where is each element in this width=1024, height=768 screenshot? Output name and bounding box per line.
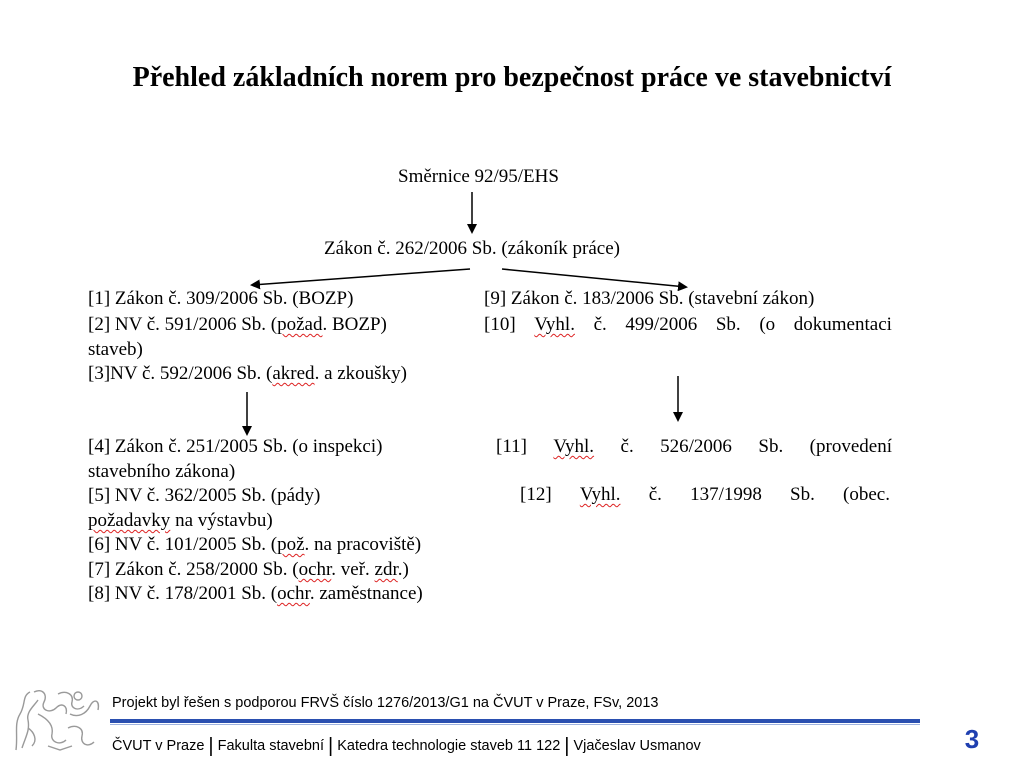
footer-org-faculty: Fakulta stavební xyxy=(217,738,325,754)
law-line-10-w1: Vyhl. xyxy=(534,314,575,335)
law-line-12 xyxy=(520,484,890,506)
law-line-10-w4: Sb. xyxy=(715,314,741,335)
law-line-6 xyxy=(88,534,421,556)
footer-org-department: Katedra technologie staveb 11 122 xyxy=(337,738,561,754)
law-line-10-w0: [10] xyxy=(484,314,516,335)
law-line-2-prefix: [2] NV č. 591/2006 Sb. ( xyxy=(88,314,278,335)
law-line-3 xyxy=(88,363,407,385)
law-line-12-w5: (obec. xyxy=(843,484,890,505)
law-line-6-prefix: [6] NV č. 101/2005 Sb. ( xyxy=(88,534,278,555)
law-line-4: [4] Zákon č. 251/2005 Sb. (o inspekci) xyxy=(88,436,383,457)
law-line-2-abbr: požad xyxy=(277,314,323,335)
law-line-7-mid: . veř. xyxy=(331,559,375,580)
law-line-7-abbr1: ochr xyxy=(298,559,332,580)
arrow-law-to-left xyxy=(252,269,470,285)
law-line-9: [9] Zákon č. 183/2006 Sb. (stavební zákon) xyxy=(484,288,815,309)
law-line-5-suffix: na výstavbu) xyxy=(170,510,273,531)
law-line-10-w3: 499/2006 xyxy=(625,314,698,335)
law-line-6-abbr: pož xyxy=(277,534,305,555)
law-line-11-w3: 526/2006 xyxy=(660,436,732,457)
footer-author: Vjačeslav Usmanov xyxy=(573,738,701,754)
labor-code-node: Zákon č. 262/2006 Sb. (zákoník práce) xyxy=(324,238,620,259)
law-line-8-prefix: [8] NV č. 178/2001 Sb. ( xyxy=(88,583,278,604)
law-line-11-w0: [11] xyxy=(496,436,527,457)
arrow-law-to-right xyxy=(502,269,686,287)
footer-org-university: ČVUT v Praze xyxy=(112,738,205,754)
law-line-2-suffix: . BOZP) xyxy=(322,314,387,335)
law-line-10 xyxy=(484,314,892,336)
law-line-6-suffix: . na pracoviště) xyxy=(304,534,422,555)
law-line-11-w5: (provedení xyxy=(809,436,892,457)
law-line-12-w3: 137/1998 xyxy=(690,484,762,505)
footer-info xyxy=(112,735,701,758)
footer-separator: | xyxy=(564,735,570,757)
law-line-12-w0: [12] xyxy=(520,484,552,505)
footer-separator: | xyxy=(208,735,214,757)
law-line-12-w1: Vyhl. xyxy=(579,484,621,505)
footer-divider xyxy=(110,719,920,723)
law-line-1: [1] Zákon č. 309/2006 Sb. (BOZP) xyxy=(88,288,354,309)
law-line-7-prefix: [7] Zákon č. 258/2000 Sb. ( xyxy=(88,559,299,580)
law-line-4-cont: stavebního zákona) xyxy=(88,461,236,482)
slide-title: Přehled základních norem pro bezpečnost práce ve stavebnictví xyxy=(132,62,892,93)
law-line-7 xyxy=(88,559,409,581)
law-line-5-cont xyxy=(88,510,273,532)
page-number: 3 xyxy=(964,724,980,754)
root-directive: Směrnice 92/95/EHS xyxy=(398,166,559,187)
law-line-10-w6: dokumentaci xyxy=(793,314,892,335)
law-line-12-w2: č. xyxy=(648,484,662,505)
law-line-10-w5: (o xyxy=(759,314,776,335)
law-line-3-suffix: . a zkoušky) xyxy=(314,363,407,384)
ctu-lion-logo-icon xyxy=(8,684,104,756)
law-line-5: [5] NV č. 362/2005 Sb. (pády) xyxy=(88,485,321,506)
law-line-2 xyxy=(88,314,387,336)
law-line-7-suffix: .) xyxy=(397,559,409,580)
law-line-5-abbr: požadavky xyxy=(88,510,171,531)
law-line-11-w4: Sb. xyxy=(758,436,784,457)
law-line-12-w4: Sb. xyxy=(790,484,815,505)
footer-separator: | xyxy=(328,735,334,757)
law-line-8-abbr: ochr xyxy=(277,583,310,604)
law-line-3-abbr: akred xyxy=(272,363,315,384)
law-line-8-suffix: . zaměstnance) xyxy=(309,583,423,604)
law-line-8 xyxy=(88,583,423,605)
law-line-7-abbr2: zdr xyxy=(374,559,398,580)
law-line-10-w2: č. xyxy=(593,314,607,335)
footer-project-note: Projekt byl řešen s podporou FRVŠ číslo 1276/2013/G1 na ČVUT v Praze, FSv, 2013 xyxy=(112,695,659,711)
law-line-11-w1: Vyhl. xyxy=(553,436,595,457)
law-line-11-w2: č. xyxy=(620,436,634,457)
footer-divider-shadow xyxy=(110,724,920,725)
law-line-3-prefix: [3]NV č. 592/2006 Sb. ( xyxy=(88,363,273,384)
law-line-11 xyxy=(496,436,892,458)
law-line-2-cont: staveb) xyxy=(88,339,143,360)
